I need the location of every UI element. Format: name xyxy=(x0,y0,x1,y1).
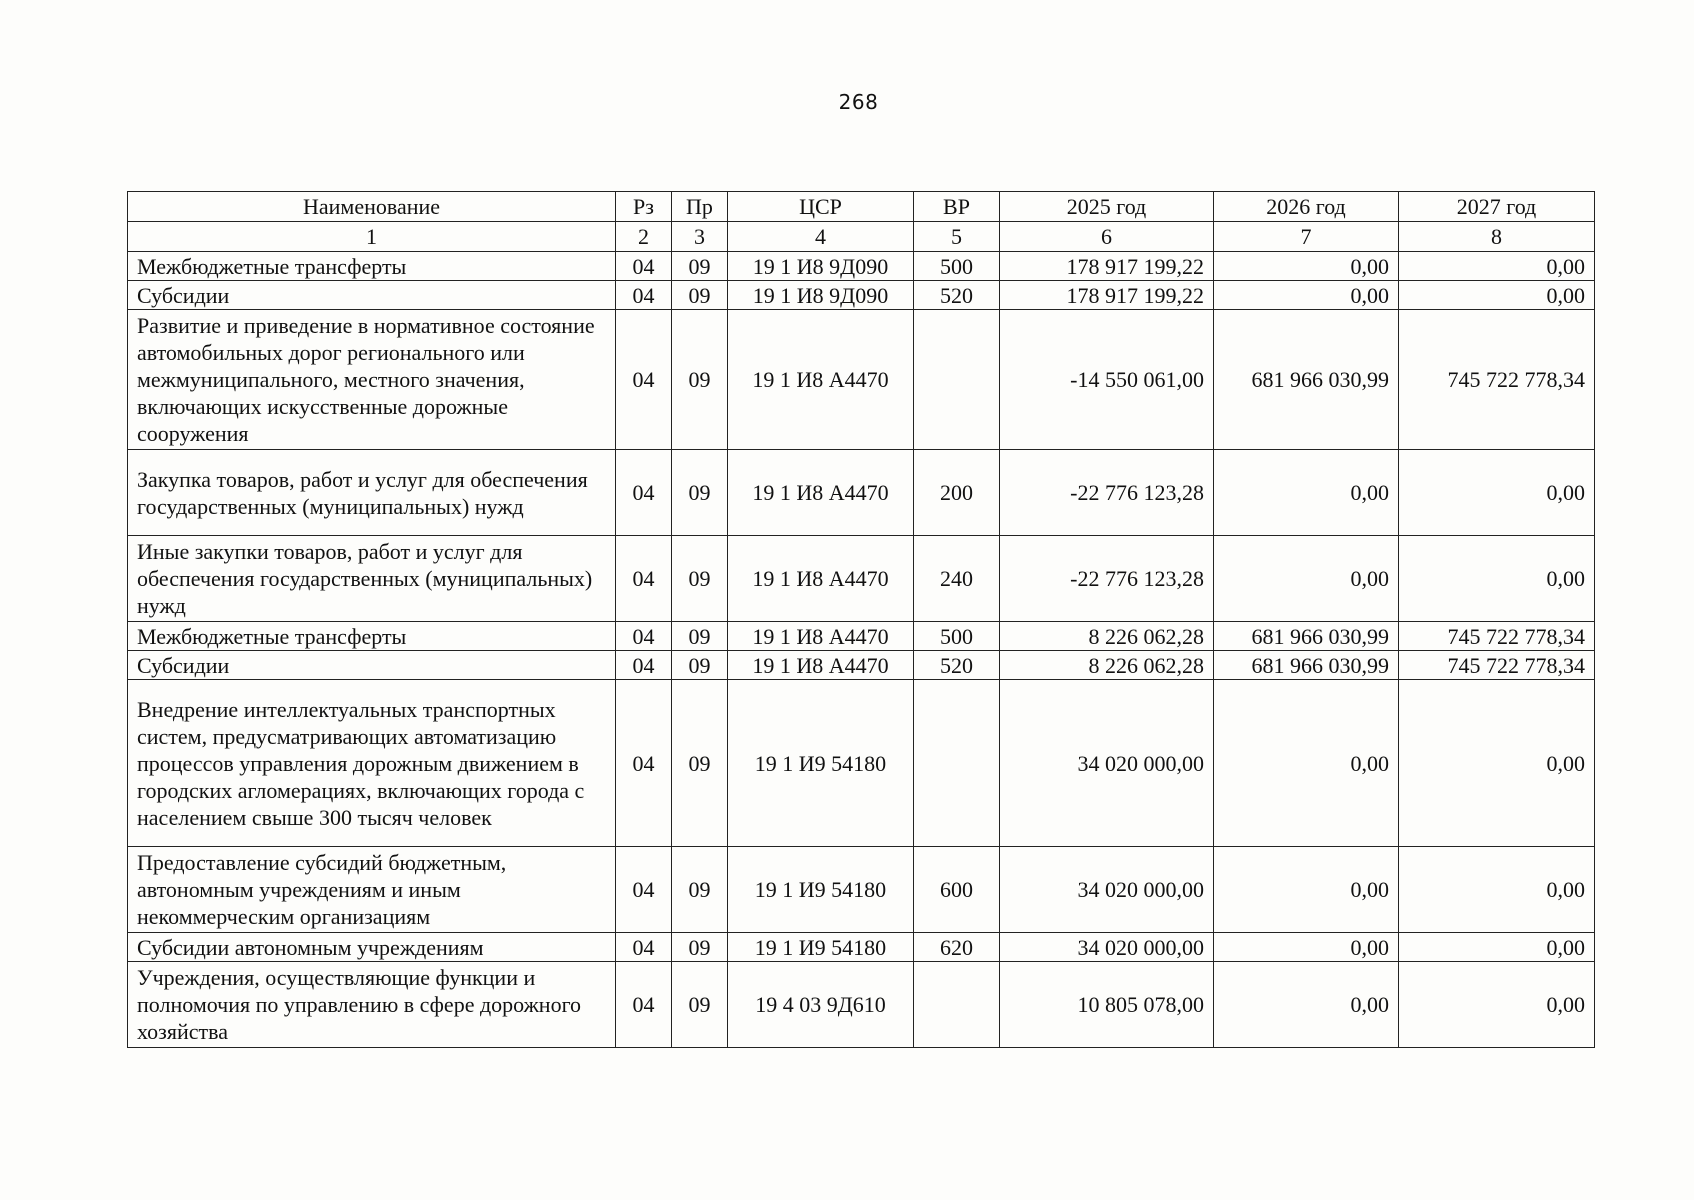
row-name: Развитие и приведение в нормативное состояние автомобильных дорог регионального или межмуниципального, местного значения, включающих искусственные дорожные сооружения xyxy=(128,310,616,450)
row-pr: 09 xyxy=(672,450,728,536)
row-name: Межбюджетные трансферты xyxy=(128,622,616,651)
row-2025: 34 020 000,00 xyxy=(1000,847,1214,933)
header-rz: Рз xyxy=(616,192,672,222)
row-2027: 0,00 xyxy=(1399,962,1595,1048)
page-number: 268 xyxy=(838,90,879,114)
column-number: 1 xyxy=(128,222,616,252)
header-2027: 2027 год xyxy=(1399,192,1595,222)
row-2025: 8 226 062,28 xyxy=(1000,622,1214,651)
row-name: Субсидии xyxy=(128,281,616,310)
table-row xyxy=(128,847,1595,933)
row-2026: 681 966 030,99 xyxy=(1214,651,1399,680)
row-rz: 04 xyxy=(616,651,672,680)
row-pr: 09 xyxy=(672,933,728,962)
row-csr: 19 1 И9 54180 xyxy=(728,933,914,962)
table-row xyxy=(128,536,1595,622)
row-2027: 745 722 778,34 xyxy=(1399,310,1595,450)
row-name: Субсидии автономным учреждениям xyxy=(128,933,616,962)
table-row xyxy=(128,680,1595,847)
row-2026: 0,00 xyxy=(1214,933,1399,962)
column-number: 8 xyxy=(1399,222,1595,252)
row-pr: 09 xyxy=(672,680,728,847)
row-2026: 0,00 xyxy=(1214,680,1399,847)
row-2027: 0,00 xyxy=(1399,252,1595,281)
row-2025: 178 917 199,22 xyxy=(1000,252,1214,281)
header-row xyxy=(128,192,1595,222)
row-2026: 681 966 030,99 xyxy=(1214,310,1399,450)
row-rz: 04 xyxy=(616,933,672,962)
row-rz: 04 xyxy=(616,622,672,651)
row-2027: 0,00 xyxy=(1399,933,1595,962)
row-rz: 04 xyxy=(616,847,672,933)
row-pr: 09 xyxy=(672,252,728,281)
row-rz: 04 xyxy=(616,252,672,281)
table-row xyxy=(128,962,1595,1048)
row-2027: 0,00 xyxy=(1399,281,1595,310)
row-csr: 19 1 И8 9Д090 xyxy=(728,281,914,310)
row-vr: 520 xyxy=(914,651,1000,680)
row-vr: 240 xyxy=(914,536,1000,622)
row-name: Внедрение интеллектуальных транспортных систем, предусматривающих автоматизацию процессов управления дорожным движением в городских агломерациях, включающих города с населением свыше 300 тысяч человек xyxy=(128,680,616,847)
row-csr: 19 1 И9 54180 xyxy=(728,680,914,847)
table-row xyxy=(128,281,1595,310)
header-pr: Пр xyxy=(672,192,728,222)
row-vr xyxy=(914,680,1000,847)
row-rz: 04 xyxy=(616,281,672,310)
row-csr: 19 4 03 9Д610 xyxy=(728,962,914,1048)
row-2026: 0,00 xyxy=(1214,252,1399,281)
column-number: 3 xyxy=(672,222,728,252)
row-pr: 09 xyxy=(672,310,728,450)
column-number: 7 xyxy=(1214,222,1399,252)
row-2025: -22 776 123,28 xyxy=(1000,450,1214,536)
row-csr: 19 1 И8 А4470 xyxy=(728,622,914,651)
row-2026: 0,00 xyxy=(1214,536,1399,622)
row-pr: 09 xyxy=(672,281,728,310)
row-2027: 745 722 778,34 xyxy=(1399,622,1595,651)
row-pr: 09 xyxy=(672,847,728,933)
row-pr: 09 xyxy=(672,962,728,1048)
row-name: Иные закупки товаров, работ и услуг для обеспечения государственных (муниципальных) нужд xyxy=(128,536,616,622)
row-2027: 0,00 xyxy=(1399,536,1595,622)
row-2025: -22 776 123,28 xyxy=(1000,536,1214,622)
header-2026: 2026 год xyxy=(1214,192,1399,222)
row-rz: 04 xyxy=(616,680,672,847)
row-vr: 520 xyxy=(914,281,1000,310)
column-number: 2 xyxy=(616,222,672,252)
column-number-row xyxy=(128,222,1595,252)
budget-table xyxy=(127,191,1595,1048)
column-number: 5 xyxy=(914,222,1000,252)
row-vr: 500 xyxy=(914,252,1000,281)
row-2025: 8 226 062,28 xyxy=(1000,651,1214,680)
table-row xyxy=(128,450,1595,536)
row-vr: 620 xyxy=(914,933,1000,962)
row-pr: 09 xyxy=(672,536,728,622)
row-pr: 09 xyxy=(672,622,728,651)
table-row xyxy=(128,252,1595,281)
table-row xyxy=(128,933,1595,962)
row-name: Межбюджетные трансферты xyxy=(128,252,616,281)
column-number: 6 xyxy=(1000,222,1214,252)
row-2026: 0,00 xyxy=(1214,281,1399,310)
row-2027: 745 722 778,34 xyxy=(1399,651,1595,680)
row-2025: 34 020 000,00 xyxy=(1000,933,1214,962)
table-row xyxy=(128,651,1595,680)
row-name: Закупка товаров, работ и услуг для обеспечения государственных (муниципальных) нужд xyxy=(128,450,616,536)
header-vr: ВР xyxy=(914,192,1000,222)
row-2025: 178 917 199,22 xyxy=(1000,281,1214,310)
row-csr: 19 1 И9 54180 xyxy=(728,847,914,933)
row-vr: 600 xyxy=(914,847,1000,933)
row-name: Предоставление субсидий бюджетным, автономным учреждениям и иным некоммерческим организациям xyxy=(128,847,616,933)
row-2027: 0,00 xyxy=(1399,680,1595,847)
row-2026: 0,00 xyxy=(1214,450,1399,536)
column-number: 4 xyxy=(728,222,914,252)
header-csr: ЦСР xyxy=(728,192,914,222)
row-2026: 0,00 xyxy=(1214,847,1399,933)
row-2026: 681 966 030,99 xyxy=(1214,622,1399,651)
table-row xyxy=(128,310,1595,450)
table-row xyxy=(128,622,1595,651)
row-rz: 04 xyxy=(616,450,672,536)
row-vr: 200 xyxy=(914,450,1000,536)
row-2025: 10 805 078,00 xyxy=(1000,962,1214,1048)
row-name: Учреждения, осуществляющие функции и полномочия по управлению в сфере дорожного хозяйства xyxy=(128,962,616,1048)
row-csr: 19 1 И8 А4470 xyxy=(728,536,914,622)
row-csr: 19 1 И8 9Д090 xyxy=(728,252,914,281)
row-name: Субсидии xyxy=(128,651,616,680)
row-2025: -14 550 061,00 xyxy=(1000,310,1214,450)
row-2027: 0,00 xyxy=(1399,450,1595,536)
header-2025: 2025 год xyxy=(1000,192,1214,222)
row-2027: 0,00 xyxy=(1399,847,1595,933)
row-csr: 19 1 И8 А4470 xyxy=(728,450,914,536)
row-vr xyxy=(914,310,1000,450)
row-csr: 19 1 И8 А4470 xyxy=(728,651,914,680)
row-csr: 19 1 И8 А4470 xyxy=(728,310,914,450)
row-rz: 04 xyxy=(616,310,672,450)
header-name: Наименование xyxy=(128,192,616,222)
row-rz: 04 xyxy=(616,962,672,1048)
row-2025: 34 020 000,00 xyxy=(1000,680,1214,847)
row-vr xyxy=(914,962,1000,1048)
row-2026: 0,00 xyxy=(1214,962,1399,1048)
row-vr: 500 xyxy=(914,622,1000,651)
row-pr: 09 xyxy=(672,651,728,680)
row-rz: 04 xyxy=(616,536,672,622)
